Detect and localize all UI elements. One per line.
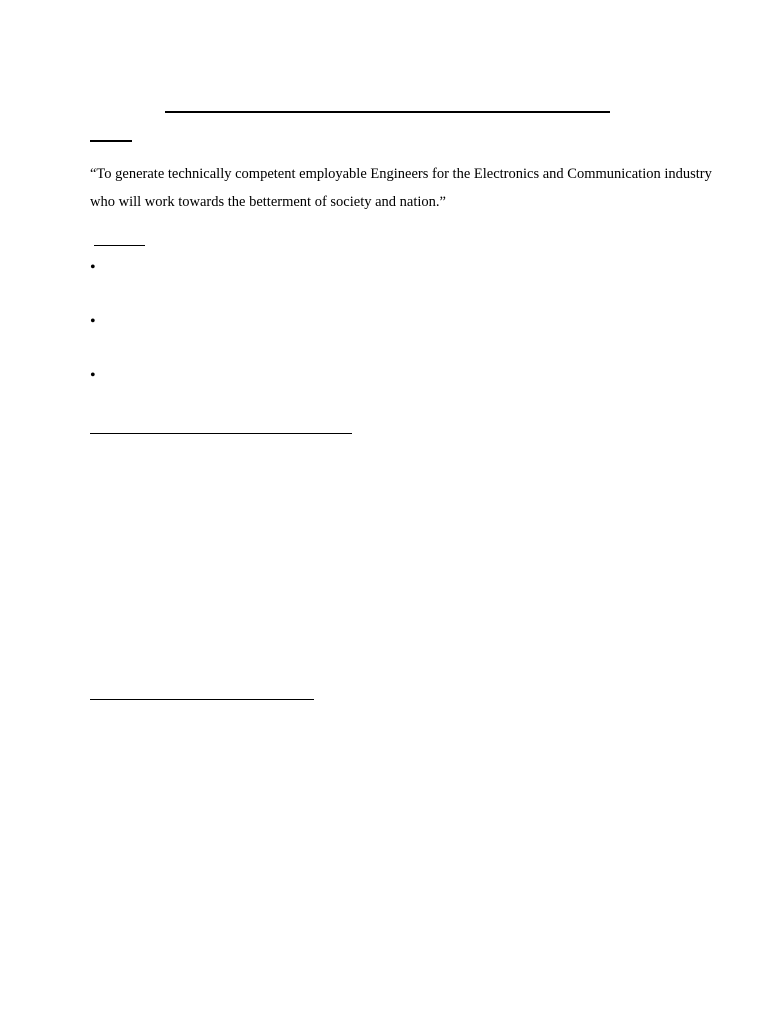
mission-bullet: • — [90, 367, 96, 384]
title-underline — [165, 111, 610, 113]
section-heading-underline — [90, 433, 352, 434]
mission-heading-underline — [94, 245, 145, 246]
mission-bullet: • — [90, 313, 96, 330]
vision-statement: “To generate technically competent employable Engineers for the Electronics and Communication industry who will work towards the betterment of society and nation.” — [90, 166, 712, 210]
vision-heading-underline — [90, 140, 132, 142]
mission-bullet: • — [90, 259, 96, 276]
section-heading-underline — [90, 699, 314, 700]
